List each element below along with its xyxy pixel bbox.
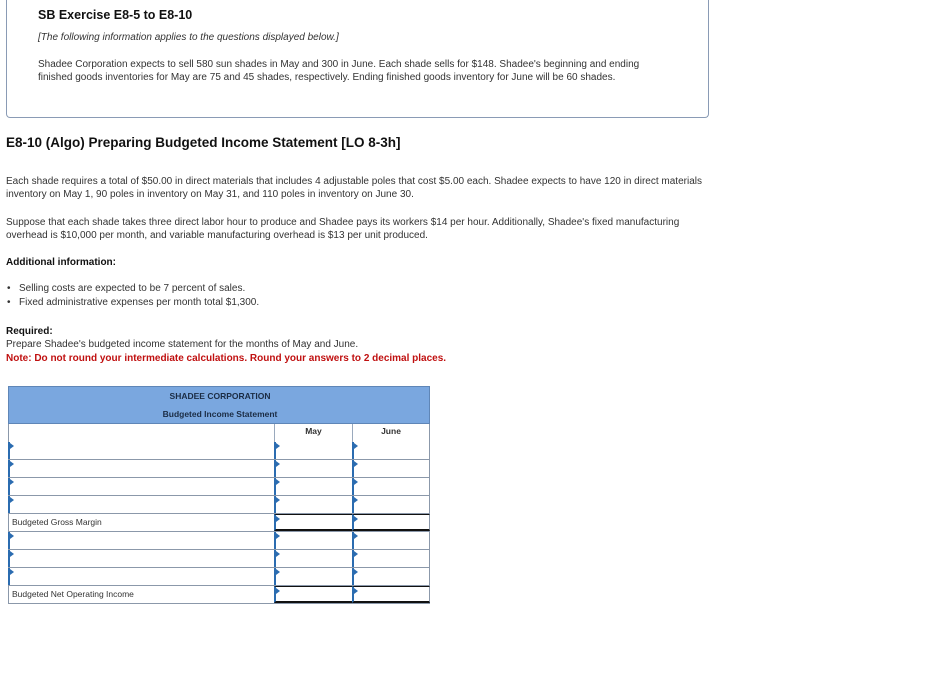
- additional-info-label: Additional information:: [6, 257, 116, 268]
- june-net-income-input[interactable]: [352, 586, 430, 603]
- required-text: Prepare Shadee's budgeted income statement for the months of May and June.: [6, 339, 359, 350]
- may-amount-input[interactable]: [274, 568, 352, 585]
- may-net-income-input[interactable]: [274, 586, 352, 603]
- table-row: [8, 532, 430, 550]
- june-gross-margin-input[interactable]: [352, 514, 430, 531]
- additional-info-list: [6, 282, 259, 310]
- may-amount-input[interactable]: [274, 496, 352, 513]
- statement-header: [8, 386, 430, 424]
- gross-margin-row: [8, 514, 430, 532]
- required-label: Required:: [6, 326, 53, 337]
- statement-name: Budgeted Income Statement: [162, 409, 278, 419]
- list-item: • Fixed administrative expenses per month total $1,300.: [6, 296, 259, 310]
- column-header-row: [8, 424, 430, 442]
- june-amount-input[interactable]: [352, 442, 430, 459]
- june-amount-input[interactable]: [352, 478, 430, 495]
- table-row: [8, 568, 430, 586]
- june-amount-input[interactable]: [352, 550, 430, 567]
- june-amount-input[interactable]: [352, 532, 430, 549]
- column-header-june: June: [352, 424, 430, 442]
- info-body: Shadee Corporation expects to sell 580 sun shades in May and 300 in June. Each shade sells for $148. Shadee's beginning and ending finished goods inventories for May are 75 and 45 shades, respectively. Ending finished goods inventory for June will be 60 shades.: [38, 59, 640, 83]
- label-dropdown[interactable]: [8, 568, 274, 585]
- net-operating-income-row: [8, 586, 430, 604]
- company-name: SHADEE CORPORATION: [169, 391, 271, 401]
- may-amount-input[interactable]: [274, 478, 352, 495]
- exercise-title: E8-10 (Algo) Preparing Budgeted Income Statement [LO 8-3h]: [6, 135, 401, 150]
- net-operating-income-label: Budgeted Net Operating Income: [8, 586, 274, 603]
- exercise-paragraph-2: Suppose that each shade takes three direct labor hour to produce and Shadee pays its workers $14 per hour. Additionally, Shadee's fixed manufacturing overhead is $10,000 per month, and variable manufacturing overhead is $13 per unit produced.: [6, 217, 680, 241]
- may-gross-margin-input[interactable]: [274, 514, 352, 531]
- table-row: [8, 550, 430, 568]
- info-title: SB Exercise E8-5 to E8-10: [38, 8, 193, 22]
- list-item: • Selling costs are expected to be 7 percent of sales.: [6, 282, 259, 296]
- column-header-may: May: [274, 424, 352, 442]
- label-dropdown[interactable]: [8, 460, 274, 477]
- may-amount-input[interactable]: [274, 460, 352, 477]
- may-amount-input[interactable]: [274, 532, 352, 549]
- info-box: [6, 0, 709, 118]
- june-amount-input[interactable]: [352, 568, 430, 585]
- june-amount-input[interactable]: [352, 496, 430, 513]
- label-dropdown[interactable]: [8, 478, 274, 495]
- table-row: [8, 442, 430, 460]
- june-amount-input[interactable]: [352, 460, 430, 477]
- gross-margin-label: Budgeted Gross Margin: [8, 514, 274, 531]
- may-amount-input[interactable]: [274, 550, 352, 567]
- label-dropdown[interactable]: [8, 532, 274, 549]
- table-row: [8, 460, 430, 478]
- label-dropdown[interactable]: [8, 550, 274, 567]
- budgeted-income-statement: [8, 386, 430, 604]
- table-row: [8, 496, 430, 514]
- label-dropdown[interactable]: [8, 496, 274, 513]
- may-amount-input[interactable]: [274, 442, 352, 459]
- exercise-paragraph-1: Each shade requires a total of $50.00 in direct materials that includes 4 adjustable poles that cost $5.00 each. Shadee expects to have 120 in direct materials inventory on May 1, 90 poles in inventory on May 31, and 110 poles in inventory on June 30.: [6, 176, 702, 200]
- info-note: [The following information applies to the questions displayed below.]: [38, 32, 339, 43]
- table-row: [8, 478, 430, 496]
- label-column-header: [8, 424, 274, 442]
- label-dropdown[interactable]: [8, 442, 274, 459]
- required-note: Note: Do not round your intermediate calculations. Round your answers to 2 decimal places.: [6, 353, 447, 364]
